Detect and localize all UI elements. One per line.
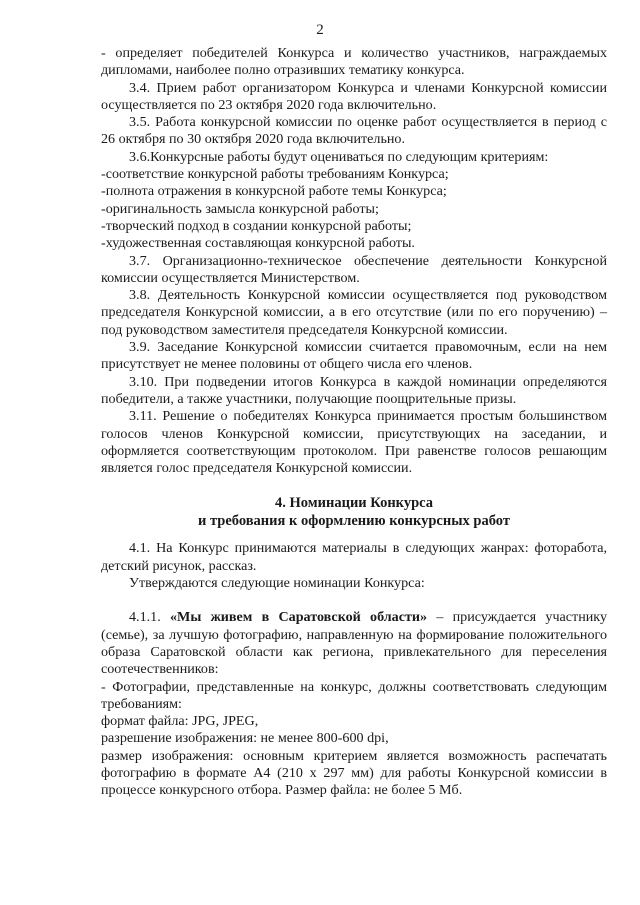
section-subheading: и требования к оформлению конкурсных работ bbox=[198, 513, 510, 530]
document-body bbox=[101, 45, 607, 800]
paragraph-3-9: 3.9. Заседание Конкурсной комиссии считается правомочным, если на нем присутствует не менее половины от общего числа его членов. bbox=[101, 339, 607, 373]
paragraph-3-4: 3.4. Прием работ организатором Конкурса и членами Конкурсной комиссии осуществляется по 23 октября 2020 года включительно. bbox=[101, 79, 607, 113]
paragraph-winners: - определяет победителей Конкурса и количество участников, награждаемых дипломами, наиболее полно отразивших тематику конкурса. bbox=[101, 45, 607, 79]
paragraph-4-1-1 bbox=[101, 609, 607, 678]
criterion-item: -оригинальность замысла конкурсной работы; bbox=[101, 200, 379, 217]
requirement-resolution: разрешение изображения: не менее 800-600 dpi, bbox=[101, 730, 389, 747]
paragraph-nominations-intro: Утверждаются следующие номинации Конкурса: bbox=[129, 575, 425, 592]
criterion-item: -художественная составляющая конкурсной работы. bbox=[101, 235, 415, 252]
page-number: 2 bbox=[316, 22, 324, 38]
paragraph-3-6: 3.6.Конкурсные работы будут оцениваться по следующим критериям: bbox=[129, 148, 549, 165]
nomination-number: 4.1.1. bbox=[129, 609, 170, 626]
requirements-intro: - Фотографии, представленные на конкурс, должны соответствовать следующим требованиям: bbox=[101, 678, 607, 712]
nomination-description: – присуждается участнику (семье), за лучшую фотографию, направленную на формирование положительного образа Саратовской области как региона, привлекательного для переселения соотечественников: bbox=[101, 609, 607, 678]
paragraph-3-11: 3.11. Решение о победителях Конкурса принимается простым большинством голосов членов Конкурсной комиссии, присутствующих на заседании, и оформляется соответствующим протоколом. При равенстве голосов решающим является голос председателя Конкурсной комиссии. bbox=[101, 408, 607, 477]
criterion-item: -полнота отражения в конкурсной работе темы Конкурса; bbox=[101, 183, 447, 200]
paragraph-3-10: 3.10. При подведении итогов Конкурса в каждой номинации определяются победители, а также участники, получающие поощрительные призы. bbox=[101, 373, 607, 407]
paragraph-4-1: 4.1. На Конкурс принимаются материалы в следующих жанрах: фоторабота, детский рисунок, рассказ. bbox=[101, 540, 607, 574]
nomination-title: «Мы живем в Саратовской области» bbox=[169, 609, 428, 626]
criterion-item: -творческий подход в создании конкурсной работы; bbox=[101, 217, 412, 234]
paragraph-3-5: 3.5. Работа конкурсной комиссии по оценке работ осуществляется в период с 26 октября по 30 октября 2020 года включительно. bbox=[101, 114, 607, 148]
paragraph-3-7: 3.7. Организационно-техническое обеспечение деятельности Конкурсной комиссии осуществляется Министерством. bbox=[101, 252, 607, 286]
section-heading: 4. Номинации Конкурса bbox=[275, 495, 433, 512]
paragraph-3-8: 3.8. Деятельность Конкурсной комиссии осуществляется под руководством председателя Конкурсной комиссии, а в его отсутствие (или по его поручению) – под руководством заместителя председателя Конкурсной комиссии. bbox=[101, 287, 607, 338]
criterion-item: -соответствие конкурсной работы требованиям Конкурса; bbox=[101, 166, 449, 183]
requirement-format: формат файла: JPG, JPEG, bbox=[101, 713, 259, 730]
requirement-size: размер изображения: основным критерием является возможность распечатать фотографию в формате А4 (210 х 297 мм) для работы Конкурсной комиссии в процессе конкурсного отбора. Размер файла: не более 5 Мб. bbox=[101, 747, 607, 799]
